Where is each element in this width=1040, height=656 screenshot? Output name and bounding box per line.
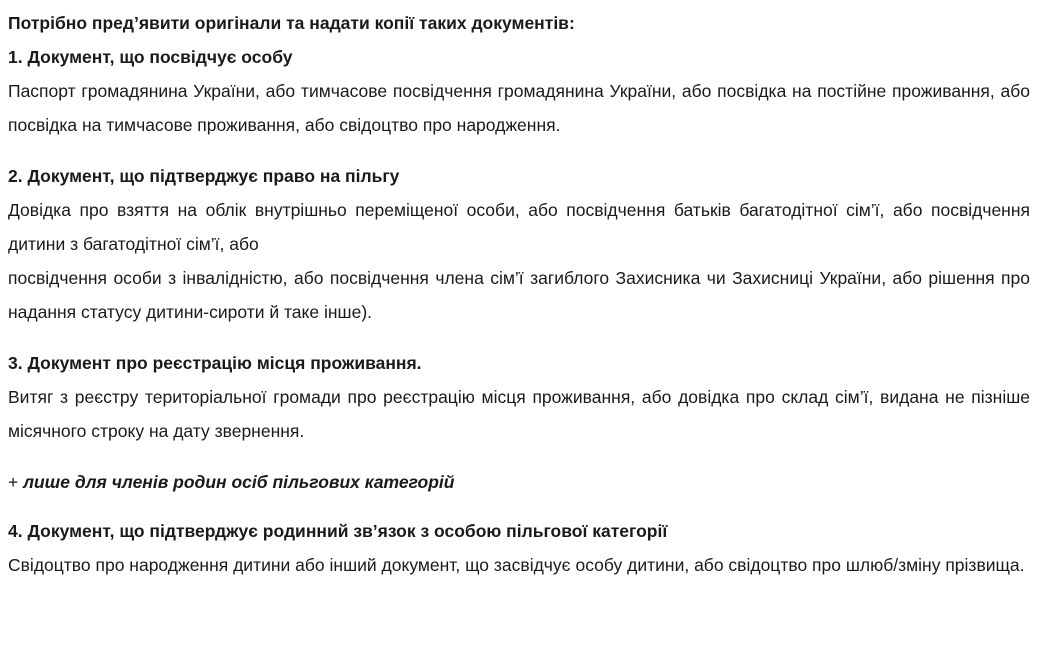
section-4-title: 4. Документ, що підтверджує родинний зв’язок з особою пільгової категорії	[8, 521, 668, 541]
note-text: лише для членів родин осіб пільгових категорій	[23, 472, 455, 492]
section-4-text: Свідоцтво про народження дитини або інший документ, що засвідчує особу дитини, або свідоцтво про шлюб/зміну прізвища.	[8, 555, 1025, 575]
spacer	[8, 495, 1030, 518]
note-plus: +	[8, 472, 19, 492]
spacer	[8, 142, 1030, 163]
document-content	[8, 10, 1030, 582]
section-2-text-1: Довідка про взяття на облік внутрішньо переміщеної особи, або посвідчення батьків багатодітної сім’ї, або посвідчення дитини з багатодітної сім’ї, або	[8, 200, 1030, 254]
note-line	[8, 469, 1030, 495]
section-2-title: 2. Документ, що підтверджує право на пільгу	[8, 166, 400, 186]
intro-heading: Потрібно пред’явити оригінали та надати копії таких документів:	[8, 13, 575, 33]
section-1-text: Паспорт громадянина України, або тимчасове посвідчення громадянина України, або посвідка на постійне проживання, або посвідка на тимчасове проживання, або свідоцтво про народження.	[8, 81, 1030, 135]
section-3-title: 3. Документ про реєстрацію місця проживання.	[8, 353, 422, 373]
spacer	[8, 448, 1030, 469]
section-2-text-2: посвідчення особи з інвалідністю, або посвідчення члена сім’ї загиблого Захисника чи Захисниці України, або рішення про надання статусу дитини-сироти й таке інше).	[8, 268, 1030, 322]
section-1-title: 1. Документ, що посвідчує особу	[8, 47, 293, 67]
spacer	[8, 329, 1030, 350]
section-3-text: Витяг з реєстру територіальної громади про реєстрацію місця проживання, або довідка про склад сім’ї, видана не пізніше місячного строку на дату звернення.	[8, 387, 1030, 441]
